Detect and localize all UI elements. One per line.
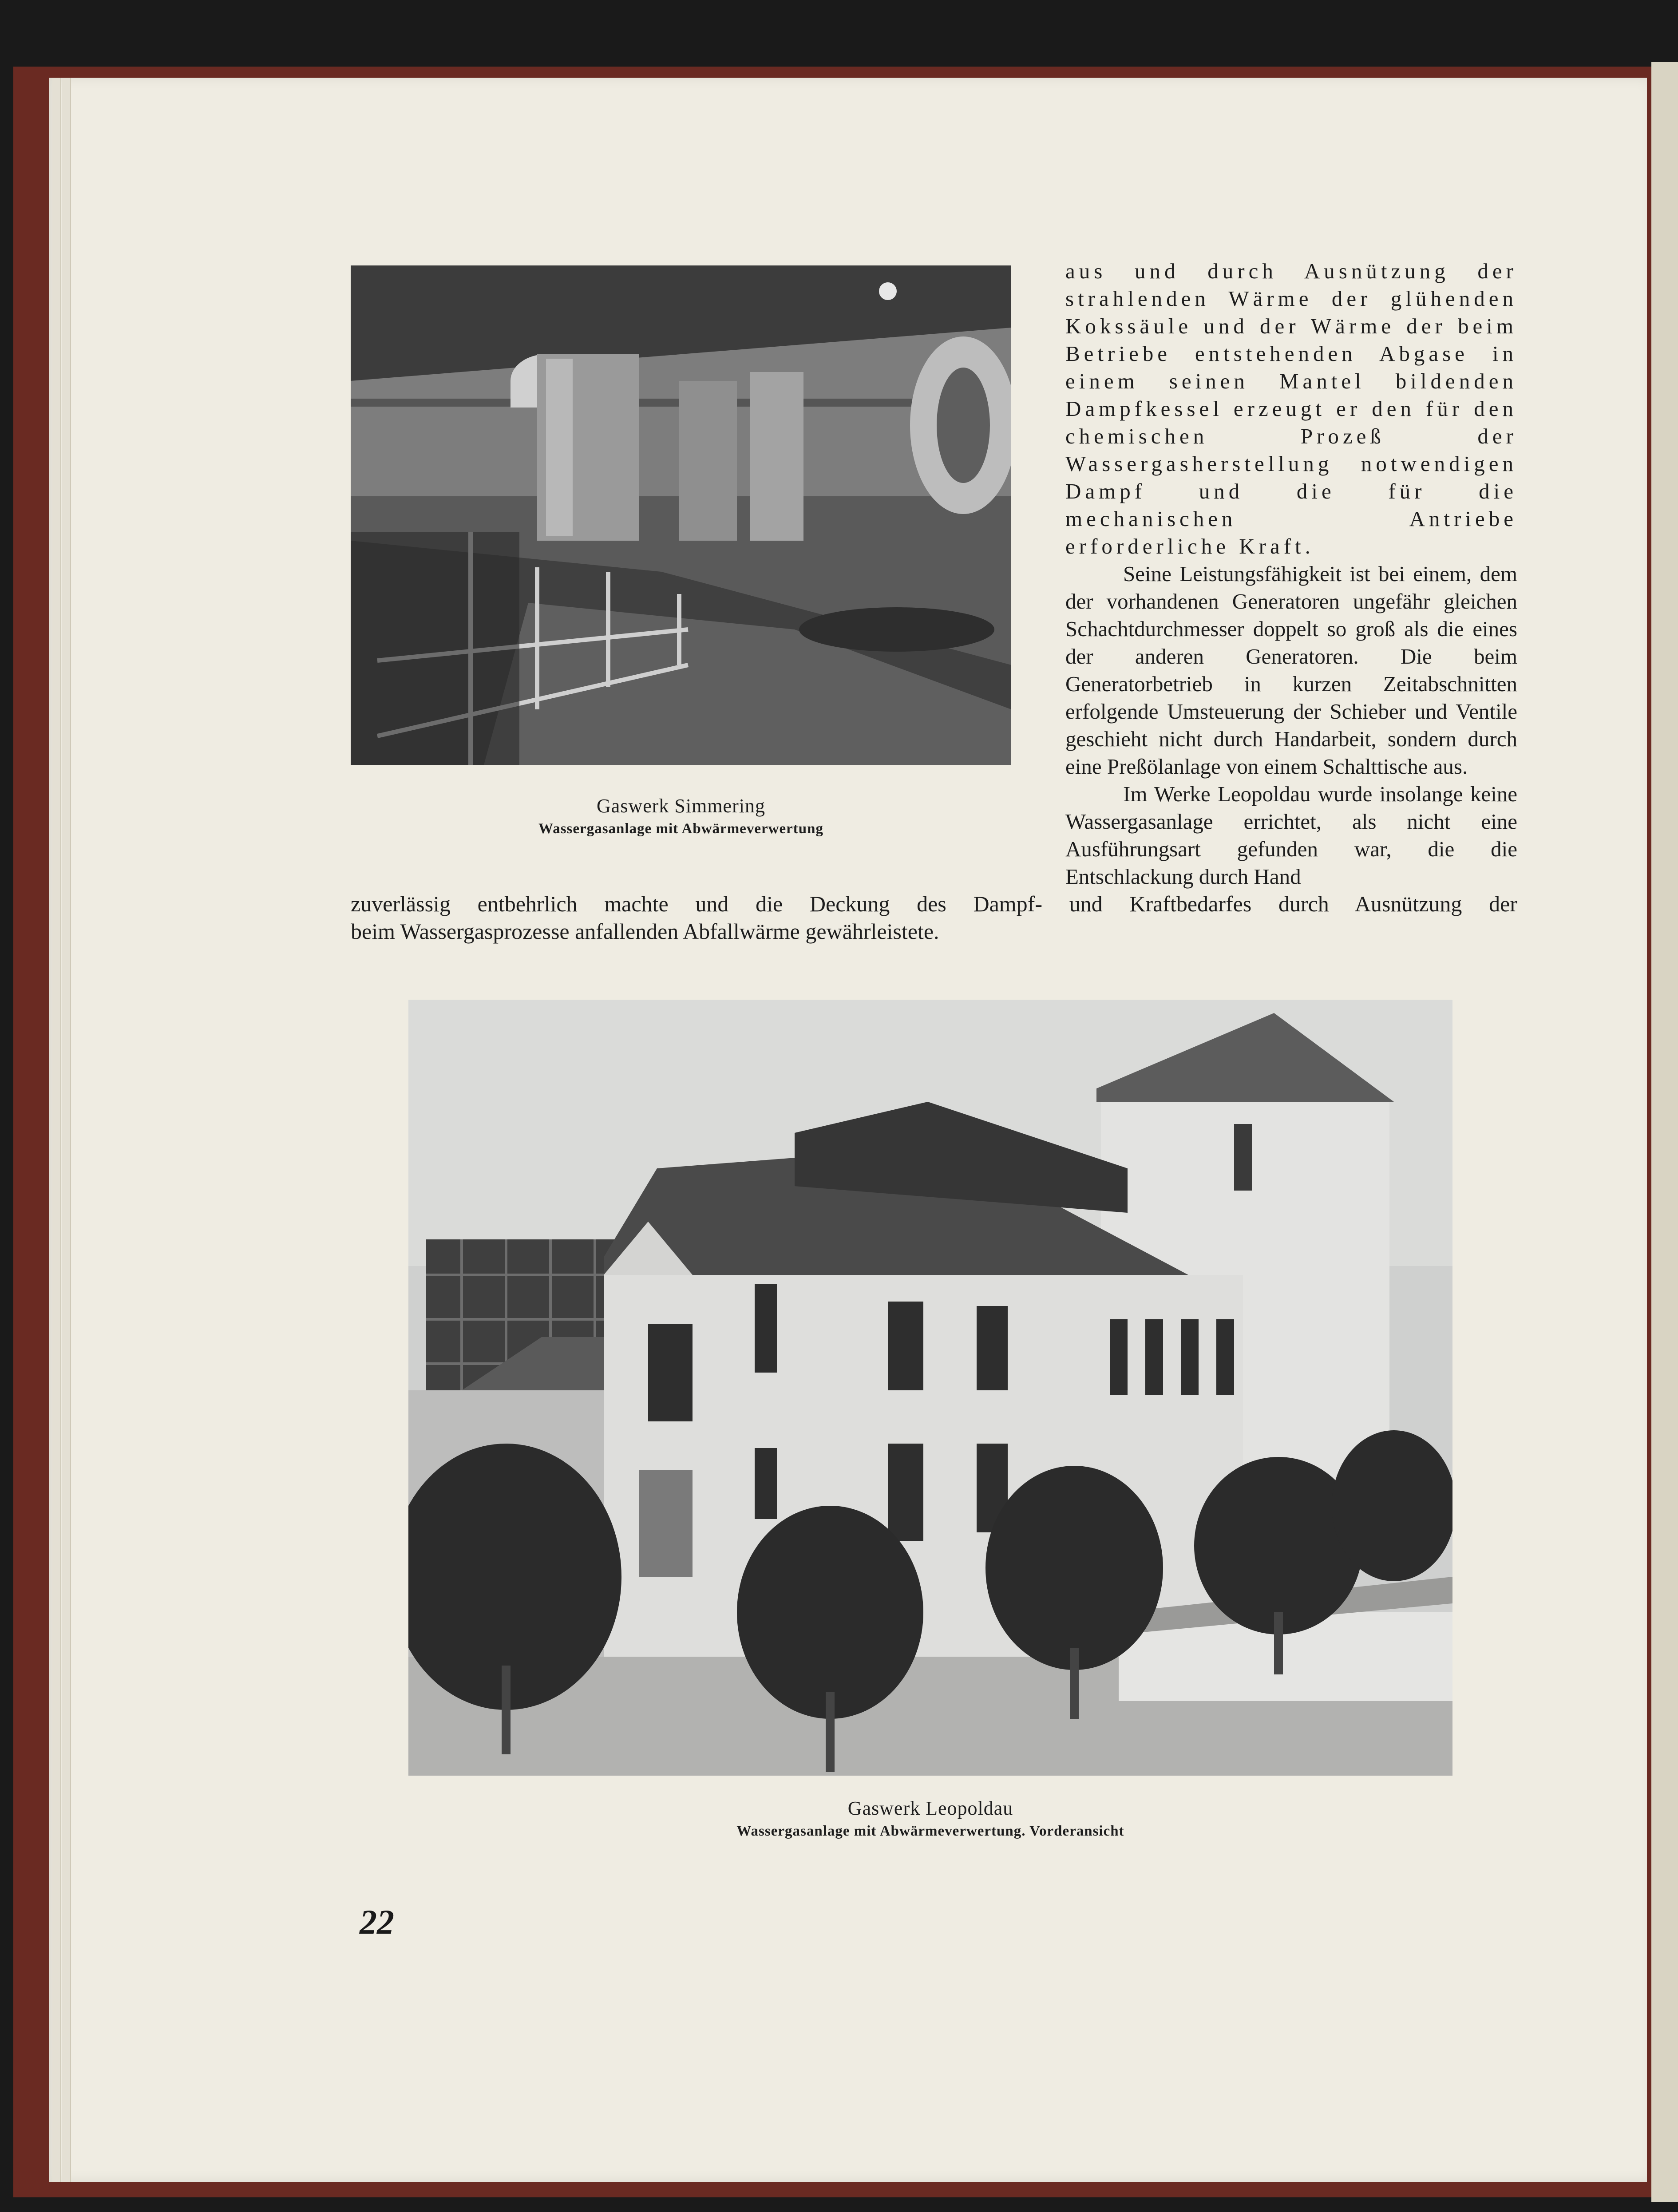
caption-title: Gaswerk Leopoldau <box>847 1797 1013 1819</box>
photo-building <box>408 1000 1452 1776</box>
page-stack-edge <box>52 78 61 2182</box>
photo-engine-room <box>351 265 1011 765</box>
caption-subtitle: Wassergasanlage mit Abwärmeverwertung. Vorderansicht <box>736 1823 1124 1839</box>
paragraph: Im Werke Leopoldau wurde insolange keine Wassergasanlage errichtet, als nicht eine Ausführungsart gefunden war, die die Entschlackung durch Hand <box>1065 782 1517 889</box>
caption-title: Gaswerk Simmering <box>597 795 765 817</box>
paragraph: Seine Leistungsfähigkeit ist bei einem, dem der vorhandenen Generatoren ungefähr gleichen Schachtdurchmesser doppelt so groß als die eines der anderen Generatoren. Die beim Generatorbetrieb in kurzen Zeitabschnitten erfolgende Umsteuerung der Schieber und Ventile geschieht nicht durch Handarbeit, sondern durch eine Preßölanlage von einem Schalttische aus. <box>1065 562 1517 779</box>
facing-page-edge <box>1651 62 1678 2202</box>
page-number: 22 <box>360 1903 394 1941</box>
right-column-text <box>1065 257 1517 890</box>
top-photo-caption <box>351 795 1011 837</box>
bottom-photo-caption <box>408 1797 1452 1840</box>
caption-subtitle: Wassergasanlage mit Abwärmeverwertung <box>538 821 823 837</box>
text-line: zuverlässig entbehrlich machte und die Deckung des Dampf- und Kraftbedarfes durch Ausnützung der <box>351 891 1517 916</box>
page-stack-edge <box>62 78 71 2182</box>
text-line: beim Wassergasprozesse anfallenden Abfallwärme gewährleistete. <box>351 919 939 944</box>
paragraph: aus und durch Ausnützung der strahlenden Wärme der glühenden Kokssäule und der Wärme der beim Betriebe entstehenden Abgase in einem seinen Mantel bildenden Dampfkessel erzeugt er den für den chemischen Prozeß der Wassergasherstellung notwendigen Dampf und die für die mechanischen Antriebe erforderliche Kraft. <box>1065 259 1517 558</box>
